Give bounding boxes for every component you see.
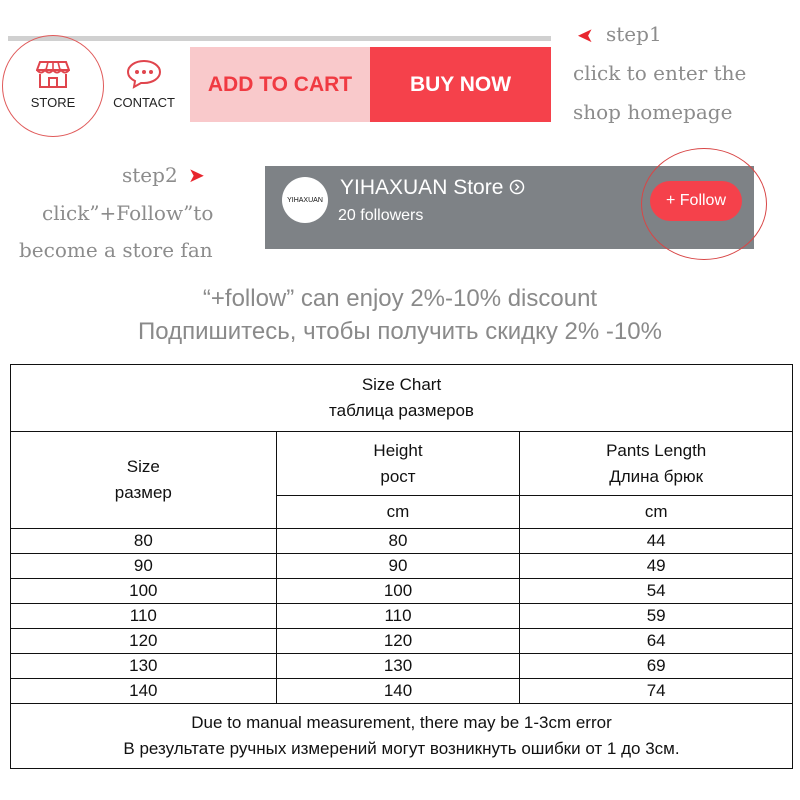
chevron-right-circle-icon: [509, 179, 525, 195]
arrow-right-icon: ➤: [188, 165, 205, 187]
step1-title: step1: [606, 22, 662, 46]
header-pants: [520, 432, 793, 496]
height-cell: 110: [276, 604, 520, 629]
buy-now-button[interactable]: BUY NOW: [370, 47, 551, 122]
top-divider: [8, 36, 551, 41]
header-size: [11, 432, 277, 529]
pants-cell: 59: [520, 604, 793, 629]
contact-label: CONTACT: [113, 95, 175, 110]
step1-line1: click to enter the: [573, 61, 747, 85]
header-pants-label-ru: Длина брюк: [609, 466, 704, 486]
table-row: [11, 629, 793, 654]
store-label: STORE: [30, 95, 76, 110]
header-height: [276, 432, 520, 496]
size-cell: 110: [11, 604, 277, 629]
store-name[interactable]: [340, 176, 525, 200]
step1-line2: shop homepage: [573, 100, 733, 124]
size-chart-title-cell: [11, 365, 793, 432]
size-cell: 80: [11, 529, 277, 554]
table-row: [11, 654, 793, 679]
step2-line1: click”+Follow”to: [42, 201, 214, 225]
table-footer: [11, 704, 793, 769]
size-chart-table: [10, 364, 793, 769]
promo-text-en: “+follow” can enjoy 2%-10% discount: [202, 285, 598, 312]
follow-highlight-circle: [641, 148, 767, 260]
footer-note-ru: В результате ручных измерений могут возникнуть ошибки от 1 до 3см.: [123, 739, 680, 758]
pants-cell: 64: [520, 629, 793, 654]
height-cell: 130: [276, 654, 520, 679]
pants-cell: 44: [520, 529, 793, 554]
store-name-text: YIHAXUAN Store: [340, 176, 504, 199]
header-size-label: Size: [126, 457, 160, 476]
table-row: [11, 604, 793, 629]
chat-bubble-icon: [126, 59, 162, 89]
unit-pants: cm: [520, 496, 793, 529]
size-chart-title: Size Chart: [361, 375, 442, 394]
header-size-label-ru: размер: [114, 483, 172, 502]
follower-count: 20 followers: [338, 207, 424, 224]
height-cell: 80: [276, 529, 520, 554]
size-cell: 90: [11, 554, 277, 579]
table-row: [11, 579, 793, 604]
store-highlight-circle: [2, 35, 104, 137]
header-pants-label: Pants Length: [606, 440, 707, 460]
step2-line2: become a store fan: [19, 238, 213, 262]
arrow-left-icon: ➤: [577, 25, 594, 47]
table-row: [11, 554, 793, 579]
size-chart-title-ru: таблица размеров: [329, 401, 474, 420]
pants-cell: 49: [520, 554, 793, 579]
size-cell: 120: [11, 629, 277, 654]
size-cell: 100: [11, 579, 277, 604]
footer-note-en: Due to manual measurement, there may be 1-3cm error: [191, 713, 612, 732]
follow-button[interactable]: + Follow: [650, 181, 742, 221]
table-row: [11, 679, 793, 704]
table-row: [11, 529, 793, 554]
header-height-label: Height: [373, 440, 423, 460]
add-to-cart-button[interactable]: ADD TO CART: [190, 47, 370, 122]
height-cell: 90: [276, 554, 520, 579]
size-cell: 130: [11, 654, 277, 679]
size-cell: 140: [11, 679, 277, 704]
pants-cell: 69: [520, 654, 793, 679]
contact-button[interactable]: [98, 47, 190, 122]
height-cell: 100: [276, 579, 520, 604]
pants-cell: 74: [520, 679, 793, 704]
unit-height: cm: [276, 496, 520, 529]
height-cell: 120: [276, 629, 520, 654]
header-height-label-ru: рост: [380, 466, 416, 486]
step2-title: step2: [122, 163, 178, 187]
pants-cell: 54: [520, 579, 793, 604]
promo-text-ru: Подпишитесь, чтобы получить скидку 2% -10%: [138, 318, 662, 345]
height-cell: 140: [276, 679, 520, 704]
store-logo[interactable]: YIHAXUAN: [282, 177, 328, 223]
